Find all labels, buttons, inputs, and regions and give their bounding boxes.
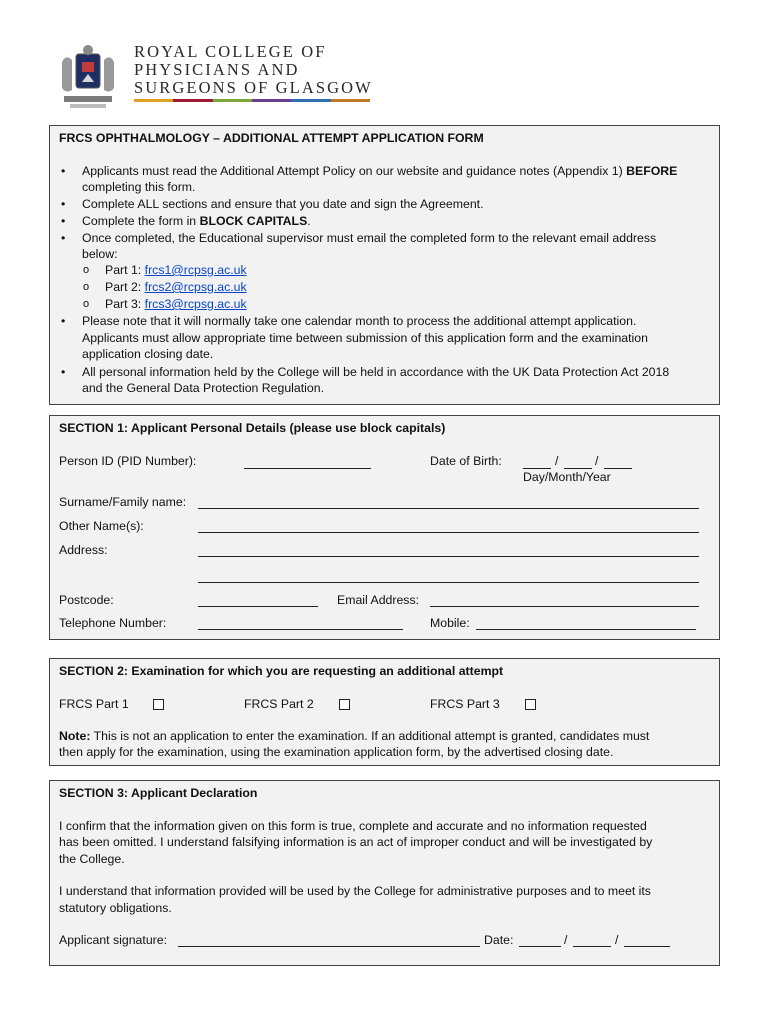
dob-month-input[interactable]: [564, 468, 592, 469]
form-title: FRCS OPHTHALMOLOGY – ADDITIONAL ATTEMPT APPLICATION FORM: [59, 131, 484, 145]
bullet-icon: •: [61, 197, 66, 211]
intro-bullet-4: Once completed, the Educational supervisor must email the completed form to the relevant email address: [82, 231, 657, 245]
date-month-input[interactable]: [573, 946, 611, 947]
bullet-3-text: Complete the form in: [82, 214, 200, 228]
mobile-label: Mobile:: [430, 616, 470, 630]
section-3-title: SECTION 3: Applicant Declaration: [59, 786, 258, 800]
mobile-input[interactable]: [476, 629, 696, 630]
intro-bullet-6: All personal information held by the College will be held in accordance with the UK Data Protection Act 2018: [82, 365, 670, 379]
note-text: This is not an application to enter the examination. If an additional attempt is granted, candidates must: [90, 729, 650, 743]
bullet-5-line-3: application closing date.: [82, 347, 214, 361]
stripe-3: [213, 99, 252, 102]
date-year-input[interactable]: [624, 946, 670, 947]
bullet-icon: •: [61, 365, 66, 379]
part1-email-link[interactable]: frcs1@rcpsg.ac.uk: [144, 263, 247, 277]
other-names-label: Other Name(s):: [59, 519, 144, 533]
bullet-5-line-2: Applicants must allow appropriate time between submission of this application form and the examination: [82, 331, 648, 345]
pid-label: Person ID (PID Number):: [59, 454, 197, 468]
intro-bullet-3: [82, 214, 311, 228]
date-label: Date:: [484, 933, 514, 947]
part1-checkbox[interactable]: [153, 699, 164, 710]
bullet-1-text: Applicants must read the Additional Attempt Policy on our website and guidance notes (Appendix 1): [82, 164, 627, 178]
postcode-input[interactable]: [198, 606, 318, 607]
section-1-title: SECTION 1: Applicant Personal Details (please use block capitals): [59, 421, 446, 435]
part3-label: Part 3:: [105, 297, 145, 311]
part2-checkbox[interactable]: [339, 699, 350, 710]
address-input-line-1[interactable]: [198, 556, 699, 557]
part3-checkbox[interactable]: [525, 699, 536, 710]
part1-option-label: FRCS Part 1: [59, 697, 129, 711]
part2-email-link[interactable]: frcs2@rcpsg.ac.uk: [144, 280, 247, 294]
section-2-exam-selection: [49, 658, 720, 766]
college-crest-logo: [56, 42, 120, 112]
bullet-icon: •: [61, 314, 66, 328]
date-slash: /: [564, 933, 568, 947]
stripe-4: [252, 99, 291, 102]
email-input[interactable]: [430, 606, 699, 607]
postcode-label: Postcode:: [59, 593, 114, 607]
note-line-1: [59, 729, 649, 743]
dob-format-hint: Day/Month/Year: [523, 470, 611, 484]
note-line-2: then apply for the examination, using the examination application form, by the advertised closing date.: [59, 745, 614, 759]
stripe-6: [331, 99, 370, 102]
intro-box: [49, 125, 720, 405]
note-label: Note:: [59, 729, 91, 743]
part3-email-line: [105, 297, 247, 311]
signature-label: Applicant signature:: [59, 933, 168, 947]
part2-option-label: FRCS Part 2: [244, 697, 314, 711]
declaration-p2-line-2: statutory obligations.: [59, 901, 172, 915]
phone-input[interactable]: [198, 629, 403, 630]
dob-year-input[interactable]: [604, 468, 632, 469]
address-input-line-2[interactable]: [198, 582, 699, 583]
brand-color-stripes: [134, 99, 370, 102]
dob-slash: /: [595, 454, 599, 468]
pid-input[interactable]: [244, 468, 371, 469]
bullet-icon: •: [61, 214, 66, 228]
signature-input[interactable]: [178, 946, 480, 947]
bullet-icon: •: [61, 164, 66, 178]
part2-email-line: [105, 280, 247, 294]
part2-label: Part 2:: [105, 280, 145, 294]
college-name-wordmark: [134, 43, 373, 97]
sub-bullet-icon: o: [83, 264, 90, 276]
brand-line-3: SURGEONS OF GLASGOW: [134, 78, 373, 97]
declaration-p1-line-1: I confirm that the information given on this form is true, complete and accurate and no information requested: [59, 819, 647, 833]
surname-input[interactable]: [198, 508, 699, 509]
dob-day-input[interactable]: [523, 468, 551, 469]
date-slash: /: [615, 933, 619, 947]
part1-email-line: [105, 263, 247, 277]
dob-label: Date of Birth:: [430, 454, 502, 468]
bullet-1-bold: BEFORE: [626, 164, 678, 178]
part3-email-link[interactable]: frcs3@rcpsg.ac.uk: [144, 297, 247, 311]
bullet-3-end: .: [307, 214, 311, 228]
stripe-2: [173, 99, 212, 102]
phone-label: Telephone Number:: [59, 616, 167, 630]
intro-bullet-1: [82, 164, 677, 178]
bullet-4-continued: below:: [82, 247, 118, 261]
bullet-6-line-2: and the General Data Protection Regulation.: [82, 381, 324, 395]
brand-line-2: PHYSICIANS AND: [134, 60, 300, 79]
email-label: Email Address:: [337, 593, 420, 607]
sub-bullet-icon: o: [83, 281, 90, 293]
section-2-title: SECTION 2: Examination for which you are requesting an additional attempt: [59, 664, 504, 678]
intro-bullet-2: Complete ALL sections and ensure that you date and sign the Agreement.: [82, 197, 484, 211]
dob-slash: /: [555, 454, 559, 468]
date-day-input[interactable]: [519, 946, 561, 947]
stripe-5: [291, 99, 330, 102]
declaration-p1-line-2: has been omitted. I understand falsifying information is an act of improper conduct and will be investigated by: [59, 835, 653, 849]
bullet-3-bold: BLOCK CAPITALS: [199, 214, 308, 228]
intro-bullet-5: Please note that it will normally take one calendar month to process the additional attempt application.: [82, 314, 637, 328]
part3-option-label: FRCS Part 3: [430, 697, 500, 711]
brand-line-1: ROYAL COLLEGE OF: [134, 42, 327, 61]
sub-bullet-icon: o: [83, 298, 90, 310]
bullet-1-continued: completing this form.: [82, 180, 196, 194]
other-names-input[interactable]: [198, 532, 699, 533]
section-1-personal-details: [49, 415, 720, 640]
address-label: Address:: [59, 543, 108, 557]
bullet-icon: •: [61, 231, 66, 245]
surname-label: Surname/Family name:: [59, 495, 187, 509]
section-3-declaration: [49, 780, 720, 966]
part1-label: Part 1:: [105, 263, 145, 277]
stripe-1: [134, 99, 173, 102]
declaration-p1-line-3: the College.: [59, 852, 125, 866]
declaration-p2-line-1: I understand that information provided will be used by the College for administrative purposes and to meet its: [59, 884, 651, 898]
